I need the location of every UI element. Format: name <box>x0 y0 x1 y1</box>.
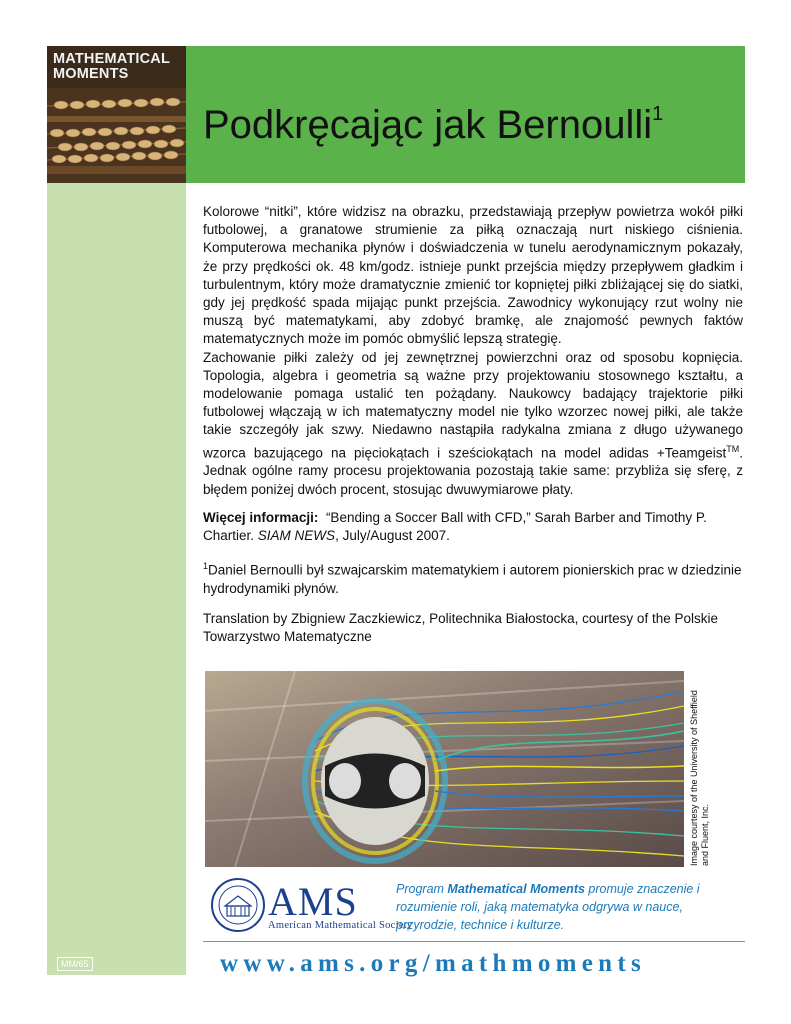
footnote-mark: 1 <box>203 561 209 572</box>
more-info-reference: “Bending a Soccer Ball with CFD,” Sarah Barber and Timothy P. Chartier. <box>203 509 707 543</box>
sidebar-panel <box>47 46 186 975</box>
program-text-2: promuje znaczenie i rozumienie roli, jaką matematyka odgrywa w nauce, przyrodzie, technice i kulturze. <box>396 882 700 932</box>
soccer-ball-airflow-image <box>205 671 684 867</box>
airflow-illustration <box>205 671 684 867</box>
image-credit-text: Image courtesy of the University of Sheffield and Fluent, Inc. <box>689 690 710 866</box>
more-info <box>203 509 743 545</box>
program-name: Mathematical Moments <box>447 882 585 896</box>
logo-line-1: MATHEMATICAL <box>53 51 171 67</box>
ams-seal-icon <box>210 874 266 936</box>
website-link[interactable]: www.ams.org/mathmoments <box>220 950 647 977</box>
more-info-date: , July/August 2007. <box>335 527 450 543</box>
program-statement <box>396 880 736 934</box>
issue-code-badge: MM/65 <box>57 957 93 971</box>
logo-title <box>53 52 170 82</box>
ams-logo <box>210 874 413 936</box>
footnote-text: Daniel Bernoulli był szwajcarskim matematykiem i autorem pionierskich prac w dziedzinie hydrodynamiki płynów. <box>203 562 742 596</box>
image-credit <box>689 676 729 866</box>
logo-line-2: MOMENTS <box>53 66 129 82</box>
abacus-image <box>47 88 186 183</box>
program-text-1: Program <box>396 882 448 896</box>
title-footnote-mark: 1 <box>652 102 664 125</box>
article-body <box>203 203 743 646</box>
translation-credit: Translation by Zbigniew Zaczkiewicz, Politechnika Białostocka, courtesy of the Polskie Towarzystwo Matematyczne <box>203 611 718 645</box>
footer-divider <box>203 941 745 942</box>
ams-wordmark: AMS <box>268 879 358 924</box>
more-info-journal: SIAM NEWS <box>257 527 336 543</box>
trademark-mark: TM <box>726 443 740 454</box>
paragraph-2-part-1: Zachowanie piłki zależy od jej zewnętrznej powierzchni oraz od sposobu kopnięcia. Topologia, algebra i geometria są ważne przy projektowaniu stosownego kształtu, a modelowanie pomaga ustalić ten pożądany. Naukowcy badający trajektorie piłki futbolowej włączają w ich matematyczny model nie tylko wzorzec nowej piłki, ale także takie szczegóły jak szwy. Niedawno nastąpiła radykalna zmiana z długo używanego wzorca bazującego na pięciokątach i sześciokątach na model adidas +Teamgeist <box>203 349 743 461</box>
ams-society-name: American Mathematical Society <box>268 920 413 931</box>
paragraph-1: Kolorowe “nitki”, które widzisz na obrazku, przedstawiają przepływ powietrza wokół piłki futbolowej, a granatowe strumienie za piłką oznaczają nurt niskiego ciśnienia. Komputerowa mechanika płynów i doświadczenia w tunelu aerodynamicznym pokazały, że przy prędkości ok. 48 km/godz. istnieje punkt przejścia między przepływem gładkim i turbulentnym, który może dramatycznie zmienić tor kopniętej piłki zbliżającej się do siatki, gdy jej prędkość spada mijając punkt przejścia. Zawodnicy wykonujący rzut wolny nie muszą być matematykami, aby zdobyć bramkę, ale znajomość pewnych faktów matematycznych może im pomóc obmyślić lepszą strategię. <box>203 204 743 347</box>
paragraph-2-part-2: . Jednak ogólne ramy procesu projektowania pozostają takie same: przybliża się sferę, z błędem poniżej dwóch procent, stosując dwuwymiarowe płaty. <box>203 445 743 497</box>
title-text: Podkręcając jak Bernoulli <box>203 103 653 147</box>
mathematical-moments-logo <box>47 46 186 183</box>
paragraph-2 <box>203 349 743 499</box>
footnote <box>203 557 743 598</box>
more-info-label: Więcej informacji: <box>203 509 319 525</box>
page-title <box>203 103 663 148</box>
